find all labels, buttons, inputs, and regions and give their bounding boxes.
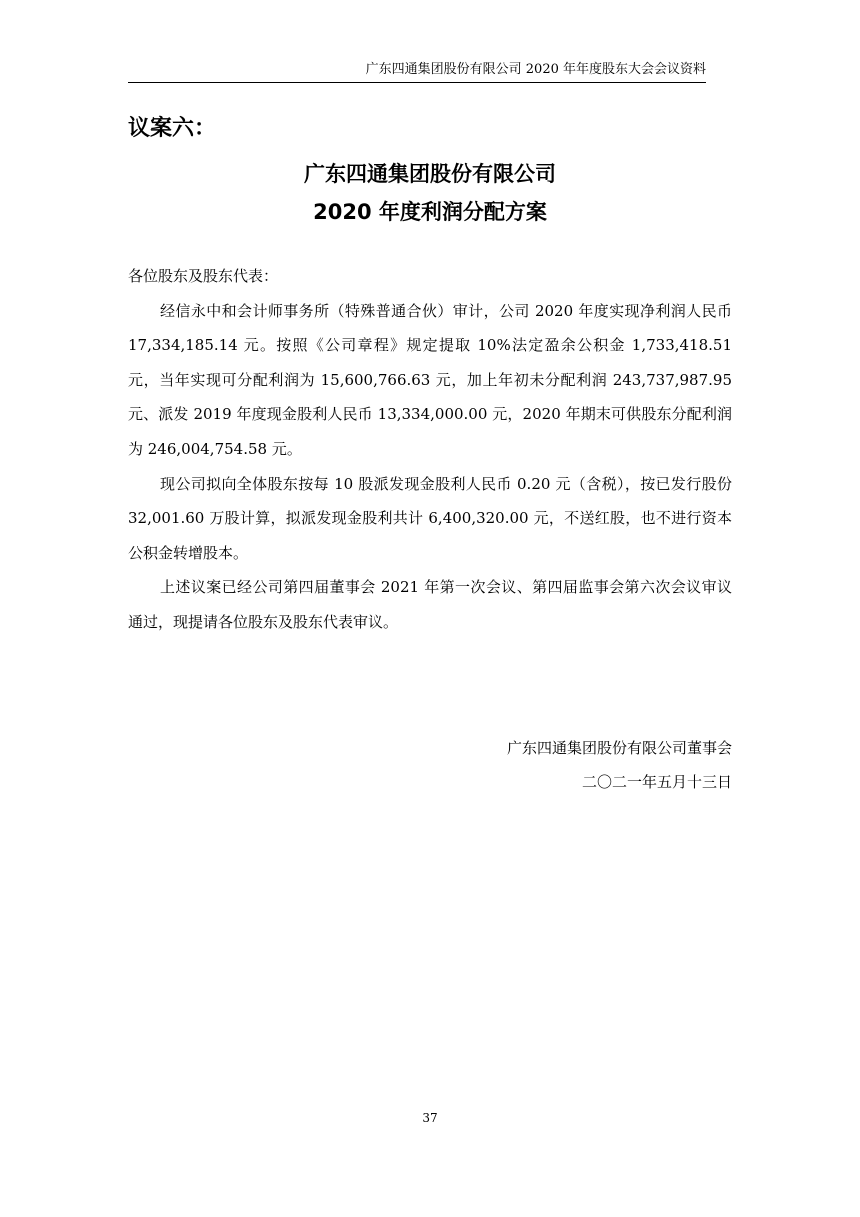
document-title-company: 广东四通集团股份有限公司 xyxy=(304,162,556,186)
signature-date: 二〇二一年五月十三日 xyxy=(581,773,732,791)
signature-organization: 广东四通集团股份有限公司董事会 xyxy=(506,739,732,757)
header-text: 广东四通集团股份有限公司 2020 年年度股东大会会议资料 xyxy=(365,62,706,77)
paragraph-approval: 上述议案已经公司第四届董事会 2021 年第一次会议、第四届监事会第六次会议审议通过，现提请各位股东及股东代表审议。 xyxy=(128,578,732,631)
paragraph-audit-result: 经信永中和会计师事务所（特殊普通合伙）审计，公司 2020 年度实现净利润人民币 17,334,185.14 元。按照《公司章程》规定提取 10%法定盈余公积金 1,733,418.51 元，当年实现可分配利润为 15,600,766.63 元，加上年初未分配利润 243,737,987.95 元、派发 2019 年度现金股利人民币 13,334,000.00 元，2020 年期末可供股东分配利润为 246,004,754.58 元。 xyxy=(128,301,732,458)
proposal-label: 议案六： xyxy=(128,116,217,141)
page-number: 37 xyxy=(422,1111,438,1125)
page-header xyxy=(128,62,706,83)
document-body xyxy=(128,259,732,640)
paragraph-dividend-plan: 现公司拟向全体股东按每 10 股派发现金股利人民币 0.20 元（含税），按已发行股份 32,001.60 万股计算，拟派发现金股利共计 6,400,320.00 元，不送红股，也不进行资本公积金转增股本。 xyxy=(128,474,732,562)
salutation: 各位股东及股东代表： xyxy=(128,267,279,285)
document-title-plan: 2020 年度利润分配方案 xyxy=(313,200,547,224)
